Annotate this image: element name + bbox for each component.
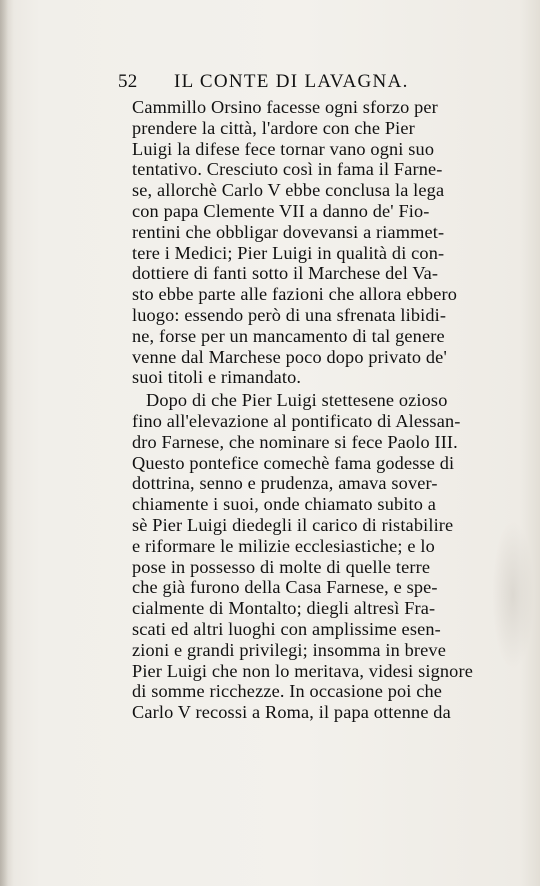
text-line: con papa Clemente VII a danno de' Fio- [132,200,430,221]
text-line: zioni e grandi privilegi; insomma in breve [132,639,446,660]
text-line: se, allorchè Carlo V ebbe conclusa la lega [132,180,445,201]
text-line: Dopo di che Pier Luigi stettesene ozioso [146,390,448,411]
text-line: Luigi la difese fece tornar vano ogni suo [132,138,435,159]
text-line: fino all'elevazione al pontificato di Alessan- [132,410,461,431]
text-line: tere i Medici; Pier Luigi in qualità di con- [132,242,445,263]
text-line: chiamente i suoi, onde chiamato subito a [132,494,437,515]
text-line: Questo pontefice comechè fama godesse di [132,452,455,473]
text-line: Pier Luigi che non lo meritava, videsi signore [132,660,473,681]
text-line: dro Farnese, che nominare si fece Paolo III. [132,431,458,452]
page-number: 52 [118,71,138,92]
text-line: dottrina, senno e prudenza, amava sover- [132,473,438,494]
text-line: scati ed altri luoghi con amplissime esen- [132,618,441,639]
text-line: suoi titoli e rimandato. [132,367,302,388]
running-title: IL CONTE DI LAVAGNA. [174,71,409,92]
text-line: cialmente di Montalto; diegli altresì Fra- [132,598,436,619]
text-line: sto ebbe parte alle fazioni che allora ebbero [132,284,457,305]
text-line: prendere la città, l'ardore con che Pier [132,117,415,138]
text-line: luogo: essendo però di una sfrenata libidi- [132,304,447,325]
text-line: dottiere di fanti sotto il Marchese del Va- [132,263,439,284]
text-line: che già furono della Casa Farnese, e spe- [132,577,438,598]
text-line: Carlo V recossi a Roma, il papa ottenne da [132,702,451,723]
spine-shadow [0,0,8,886]
text-line: ne, forse per un mancamento di tal genere [132,325,445,346]
text-line: tentativo. Cresciuto così in fama il Farne- [132,159,443,180]
page-header [118,71,418,95]
text-line: di somme ricchezze. In occasione poi che [132,681,443,702]
text-line: sè Pier Luigi diedegli il carico di ristabilire [132,514,454,535]
text-line: e riformare le milizie ecclesiastiche; e lo [132,535,435,556]
text-line: pose in possesso di molte di quelle terre [132,556,431,577]
text-line: venne dal Marchese poco dopo privato de' [132,346,447,367]
body-text [132,97,498,723]
text-line: Cammillo Orsino facesse ogni sforzo per [132,97,438,117]
text-line: rentini che obbligar dovevansi a riammet- [132,221,445,242]
paper-stain [492,520,534,670]
